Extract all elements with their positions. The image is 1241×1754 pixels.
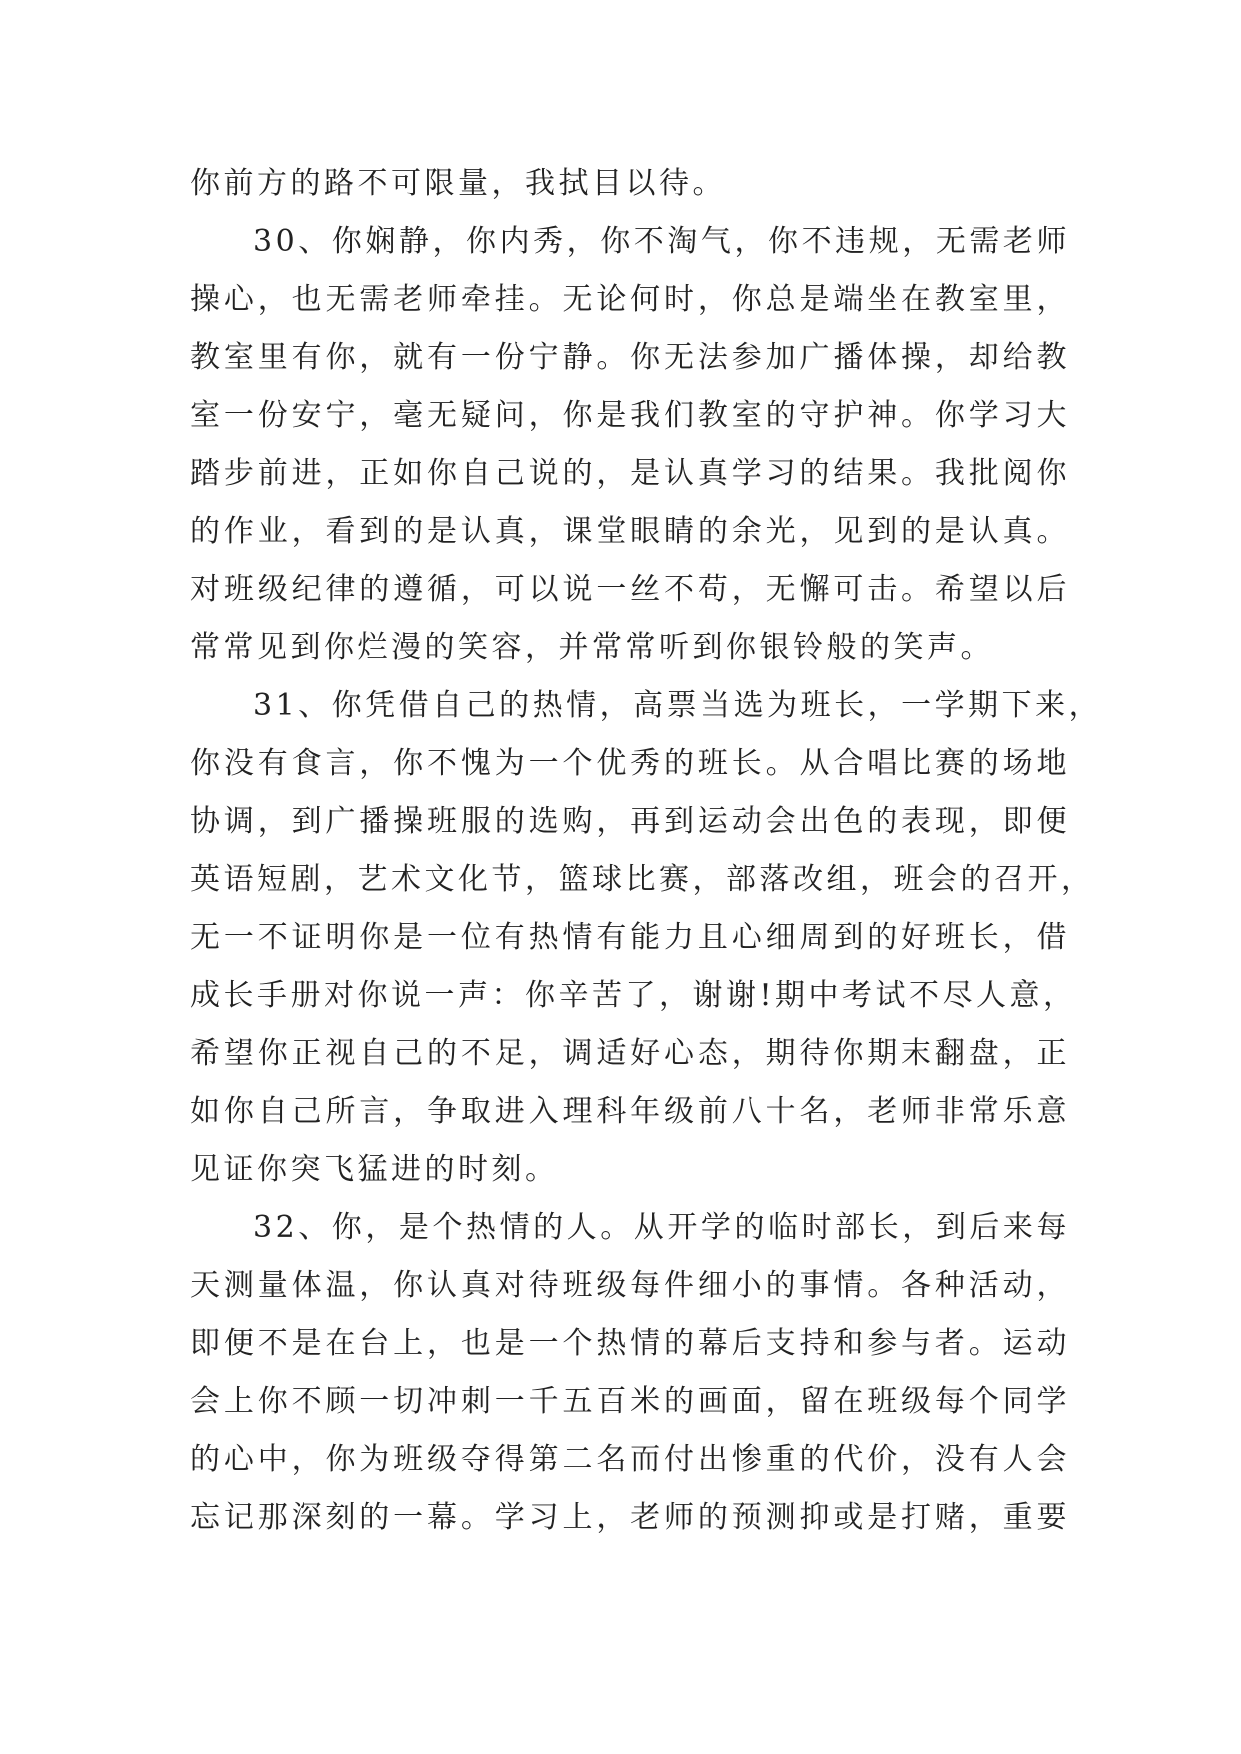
text-line: 协调，到广播操班服的选购，再到运动会出色的表现，即便 xyxy=(190,804,1070,839)
text-line: 踏步前进，正如你自己说的，是认真学习的结果。我批阅你 xyxy=(190,456,1070,491)
body-text xyxy=(190,155,1103,1547)
paragraph-32-start: 32、你，是个热情的人。从开学的临时部长，到后来每 xyxy=(253,1210,1070,1245)
text-line: 的作业，看到的是认真，课堂眼睛的余光，见到的是认真。 xyxy=(190,514,1070,549)
text-line: 见证你突飞猛进的时刻。 xyxy=(190,1152,559,1187)
text-line: 的心中，你为班级夺得第二名而付出惨重的代价，没有人会 xyxy=(190,1442,1070,1477)
text-line: 操心，也无需老师牵挂。无论何时，你总是端坐在教室里， xyxy=(190,282,1070,317)
text-line: 教室里有你，就有一份宁静。你无法参加广播体操，却给教 xyxy=(190,340,1070,375)
text-line: 常常见到你烂漫的笑容，并常常听到你银铃般的笑声。 xyxy=(190,630,994,665)
text-line: 希望你正视自己的不足，调适好心态，期待你期末翻盘，正 xyxy=(190,1036,1070,1071)
text-line: 即便不是在台上，也是一个热情的幕后支持和参与者。运动 xyxy=(190,1326,1070,1361)
text-line: 天测量体温，你认真对待班级每件细小的事情。各种活动， xyxy=(190,1268,1070,1303)
text-line: 对班级纪律的遵循，可以说一丝不苟，无懈可击。希望以后 xyxy=(190,572,1070,607)
paragraph-31-start: 31、你凭借自己的热情，高票当选为班长，一学期下来， xyxy=(253,688,1103,723)
text-line: 你没有食言，你不愧为一个优秀的班长。从合唱比赛的场地 xyxy=(190,746,1070,781)
text-line: 室一份安宁，毫无疑问，你是我们教室的守护神。你学习大 xyxy=(190,398,1070,433)
text-line: 你前方的路不可限量，我拭目以待。 xyxy=(190,166,726,201)
text-line: 英语短剧，艺术文化节，篮球比赛，部落改组，班会的召开， xyxy=(190,862,1095,897)
text-line: 忘记那深刻的一幕。学习上，老师的预测抑或是打赌，重要 xyxy=(190,1500,1070,1535)
text-line: 无一不证明你是一位有热情有能力且心细周到的好班长，借 xyxy=(190,920,1070,955)
text-line: 如你自己所言，争取进入理科年级前八十名，老师非常乐意 xyxy=(190,1094,1070,1129)
text-line: 成长手册对你说一声：你辛苦了，谢谢!期中考试不尽人意， xyxy=(190,978,1077,1013)
paragraph-30-start: 30、你娴静，你内秀，你不淘气，你不违规，无需老师 xyxy=(253,224,1070,259)
text-line: 会上你不顾一切冲刺一千五百米的画面，留在班级每个同学 xyxy=(190,1384,1070,1419)
